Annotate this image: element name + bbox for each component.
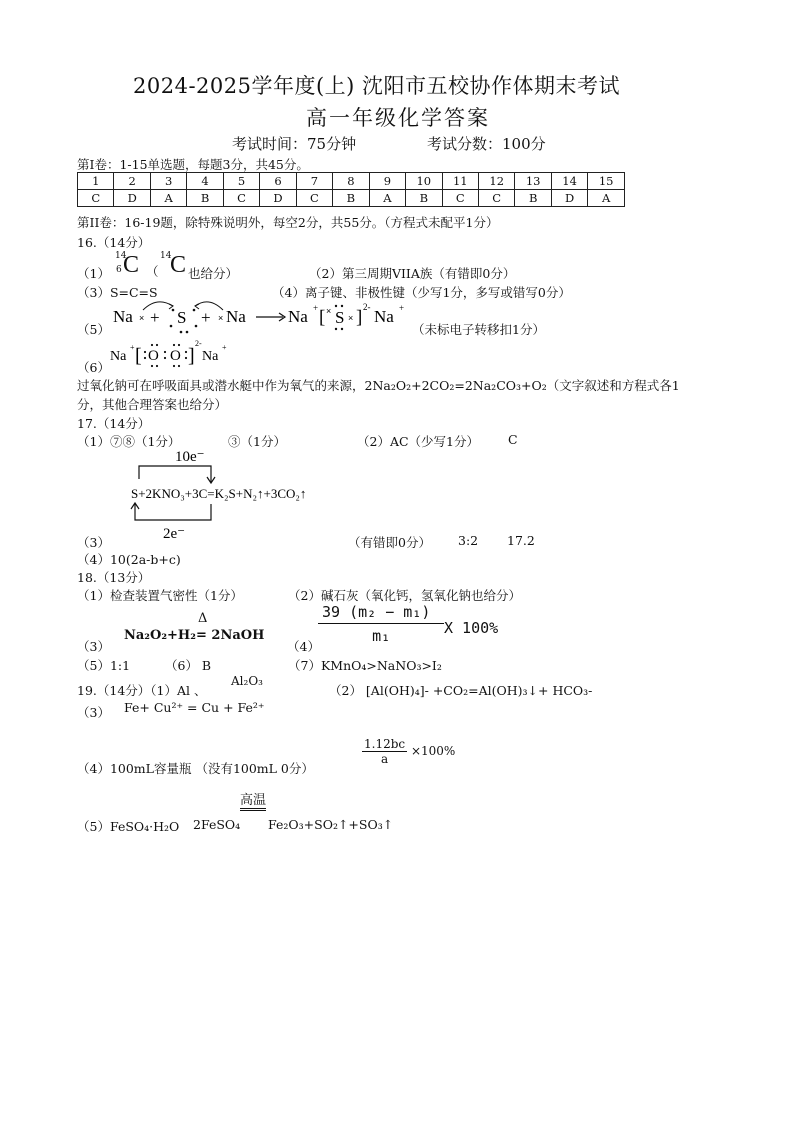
q16-1-label: （1） <box>77 266 110 281</box>
answer-cell: D <box>551 190 587 207</box>
question-number-cell: 11 <box>442 173 478 190</box>
answer-cell: C <box>478 190 514 207</box>
answer-cell: C <box>442 190 478 207</box>
q16-6-text2: 分，其他合理答案也给分） <box>77 397 228 412</box>
o2-ion-charge: 2- <box>195 339 202 348</box>
na-left: Na <box>113 307 133 326</box>
q17-2: （2）AC（少写1分） <box>357 434 479 449</box>
bracket-left: [ <box>135 345 142 367</box>
question-number-cell: 13 <box>515 173 551 190</box>
q18-3-label: （3） <box>77 639 110 654</box>
question-number-cell: 15 <box>588 173 625 190</box>
q19-al2o3: Al₂O₃ <box>231 674 263 688</box>
part2-note: 第II卷：16-19题，除特殊说明外，每空2分，共55分。（方程式未配平1分） <box>77 215 499 230</box>
c-mass-number: 14 <box>115 251 127 261</box>
q16-head: 16.（14分） <box>77 235 151 250</box>
na-plus-charge: + <box>130 343 135 352</box>
exam-score: 考试分数：100分 <box>427 135 546 153</box>
question-number-cell: 9 <box>369 173 405 190</box>
q16-5-label: （5） <box>77 322 110 337</box>
question-number-cell: 8 <box>333 173 369 190</box>
question-number-cell: 4 <box>187 173 223 190</box>
fraction-numerator: 39 (m₂ − m₁) <box>318 603 444 624</box>
q17-2b: C <box>508 432 518 447</box>
cross-electron: × <box>326 306 332 316</box>
q17-3-label: （3） <box>77 535 110 550</box>
na-plus-charge: + <box>313 303 319 313</box>
na2o2-electron-diagram <box>108 336 238 372</box>
exam-subtitle: 高一年级化学答案 <box>306 106 490 130</box>
answer-cell: C <box>223 190 259 207</box>
answer-cell: A <box>150 190 186 207</box>
q18-4-tail: X 100% <box>444 619 499 637</box>
q16-3: （3）S=C=S <box>77 285 158 300</box>
q16-5-note: （未标电子转移扣1分） <box>412 322 545 337</box>
q19-2: （2） [Al(OH)₄]- +CO₂=Al(OH)₃↓+ HCO₃- <box>329 683 593 698</box>
open-paren: （ <box>146 264 159 279</box>
exam-time: 考试时间：75分钟 <box>232 135 357 153</box>
q17-1b: ③（1分） <box>228 434 286 449</box>
q18-4-fraction <box>318 603 444 645</box>
part1-note: 第Ⅰ卷：1-15单选题，每题3分，共45分。 <box>77 157 309 172</box>
q17-1: （1）⑦⑧（1分） <box>77 434 181 449</box>
bracket-left: [ <box>319 307 326 328</box>
answer-cell: D <box>260 190 296 207</box>
question-number-cell: 2 <box>114 173 150 190</box>
answer-table-numbers <box>78 173 625 190</box>
electron-transfer-diagram <box>125 444 355 542</box>
cross-electron: × <box>218 313 224 323</box>
question-number-cell: 7 <box>296 173 332 190</box>
question-number-cell: 5 <box>223 173 259 190</box>
o-atom: O <box>148 348 159 364</box>
q17-4: （4）10(2a-b+c) <box>77 552 181 567</box>
q19-head: 19.（14分）（1）Al 、 <box>77 683 207 698</box>
na-right: Na <box>226 307 246 326</box>
plus-sign: + <box>201 308 211 327</box>
fraction-numerator: 1.12bc <box>364 737 406 751</box>
answer-cell: B <box>515 190 551 207</box>
q17-value: 17.2 <box>507 533 535 548</box>
s-ion-charge: 2- <box>363 302 371 312</box>
question-number-cell: 14 <box>551 173 587 190</box>
q19-3-label: （3） <box>77 705 110 720</box>
plus-sign: + <box>150 308 160 327</box>
q17-head: 17.（14分） <box>77 416 151 431</box>
s-atom: S <box>177 308 187 327</box>
fraction-denominator: a <box>380 752 389 766</box>
answer-cell: B <box>406 190 442 207</box>
answer-table-answers <box>78 190 625 207</box>
exam-title: 2024-2025学年度(上) 沈阳市五校协作体期末考试 <box>133 74 621 98</box>
heat-symbol: Δ <box>198 611 208 626</box>
q18-4-label: （4） <box>287 639 320 654</box>
q17-ratio: 3:2 <box>458 533 479 548</box>
answer-cell: A <box>588 190 625 207</box>
answer-cell: C <box>78 190 114 207</box>
q18-3-product: = 2NaOH <box>196 628 265 643</box>
na-ion-left: Na <box>110 349 127 364</box>
na-ion-left: Na <box>288 307 308 326</box>
q16-2: （2）第三周期VIIA族（有错即0分） <box>309 266 516 281</box>
q18-3-reactants: Na₂O₂+H₂ <box>124 628 196 643</box>
q19-3-equation: Fe+ Cu²⁺ = Cu + Fe²⁺ <box>124 700 265 715</box>
answer-cell: B <box>333 190 369 207</box>
q18-head: 18.（13分） <box>77 570 151 585</box>
answer-cell: A <box>369 190 405 207</box>
s-ion: S <box>335 308 345 327</box>
q16-6-label: （6） <box>77 360 110 375</box>
question-number-cell: 6 <box>260 173 296 190</box>
question-number-cell: 3 <box>150 173 186 190</box>
answer-cell: D <box>114 190 150 207</box>
q19-5: （5）FeSO₄·H₂O <box>77 819 180 834</box>
na-ion-right: Na <box>202 349 219 364</box>
bracket-right: ] <box>356 307 363 328</box>
q19-4: （4）100mL容量瓶 （没有100mL 0分） <box>77 761 314 776</box>
question-number-cell: 10 <box>406 173 442 190</box>
na-plus-charge: + <box>222 343 227 352</box>
na-plus-charge: + <box>399 303 405 313</box>
bracket-right: ] <box>188 345 195 367</box>
c2-mass-number: 14 <box>160 251 172 261</box>
q19-5-products: Fe₂O₃+SO₂↑+SO₃↑ <box>268 817 394 832</box>
q18-2: （2）碱石灰（氧化钙，氢氧化钠也给分） <box>288 588 521 603</box>
answer-cell: B <box>187 190 223 207</box>
q18-1: （1）检查装置气密性（1分） <box>77 588 243 603</box>
o-atom: O <box>170 348 181 364</box>
q16-6-text: 过氧化钠可在呼吸面具或潜水艇中作为氧气的来源，2Na₂O₂+2CO₂=2Na₂CO₃+O₂（文字叙述和方程式各1 <box>77 378 680 393</box>
na-ion-right: Na <box>374 307 394 326</box>
cross-electron: × <box>139 313 145 323</box>
question-number-cell: 1 <box>78 173 114 190</box>
high-temp-condition: 高温 <box>240 794 266 811</box>
q18-6: （6） B <box>165 658 212 673</box>
q19-4-fraction <box>362 737 455 766</box>
q16-4: （4）离子键、非极性键（少写1分，多写或错写0分） <box>272 285 571 300</box>
c-symbol: C <box>123 252 140 278</box>
q18-7: （7）KMnO₄>NaNO₃>I₂ <box>288 658 442 673</box>
q18-5: （5）1:1 <box>77 658 131 673</box>
c2-note: 也给分） <box>188 266 239 281</box>
answer-cell: C <box>296 190 332 207</box>
answer-table <box>77 172 625 207</box>
electron-count-bottom: 2e⁻ <box>163 526 186 542</box>
q17-3-note: （有错即0分） <box>348 535 431 550</box>
redox-equation: S+2KNO₃+3C=K₂S+N₂↑+3CO₂↑ <box>131 486 307 501</box>
question-number-cell: 12 <box>478 173 514 190</box>
cross-electron: × <box>348 313 354 323</box>
c-atomic-number: 6 <box>116 265 122 275</box>
electron-count-top: 10e⁻ <box>175 449 205 465</box>
c2-symbol: C <box>170 252 187 278</box>
q19-5-reactant: 2FeSO₄ <box>193 817 241 832</box>
na2s-formation-diagram <box>105 292 435 340</box>
fraction-denominator: m₁ <box>372 627 391 645</box>
fraction-tail: ×100% <box>410 744 456 758</box>
